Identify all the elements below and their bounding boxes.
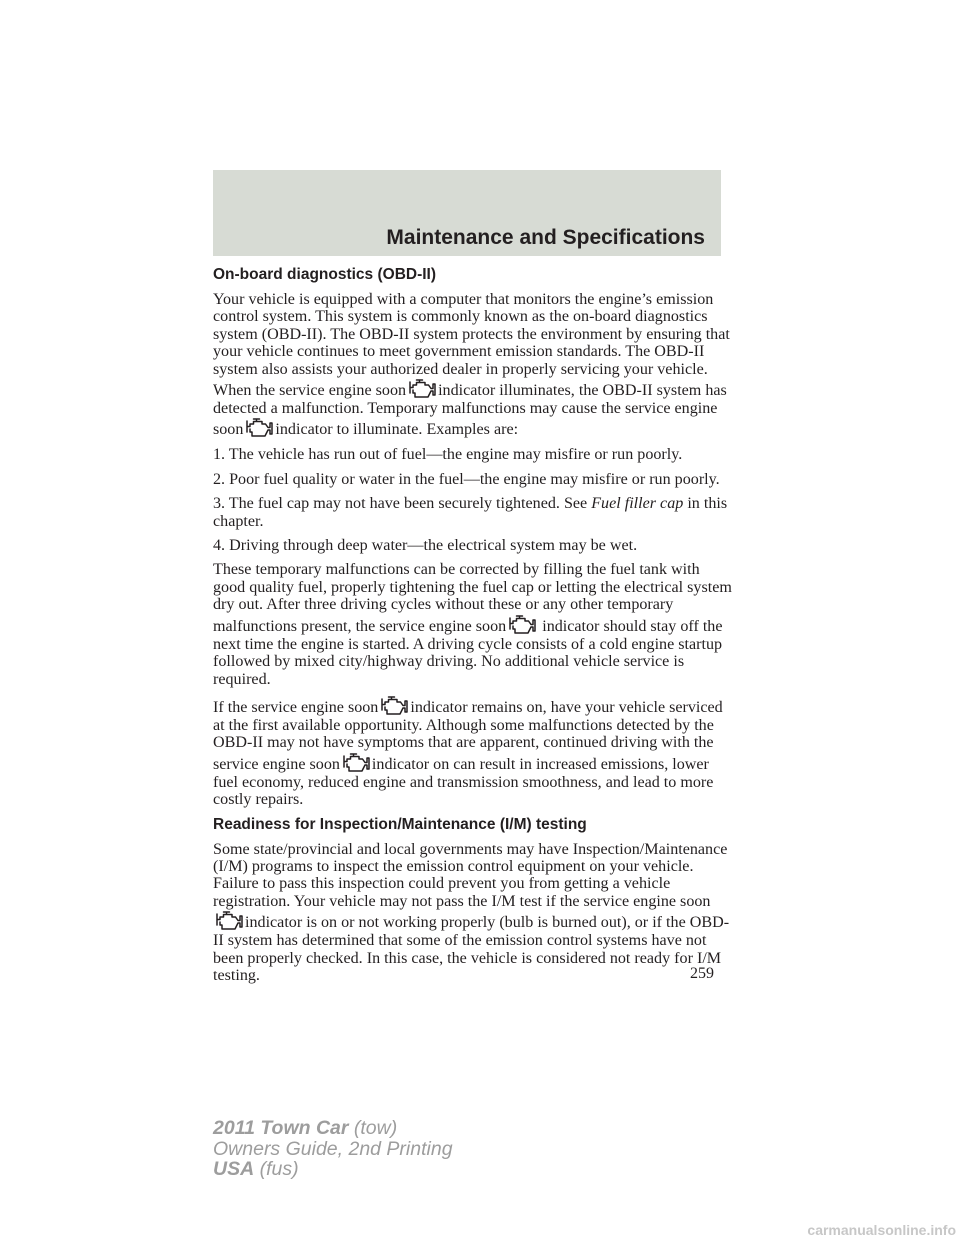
paragraph-indicator-remains-on: If the service engine soon indicator remains on, have your vehicle serviced at the first available opportunity. Although some malfunctions detected by the OBD-II may not have symptoms that are apparent, continued driving with the service engine soon indicator on can result in increased emissions, lower fuel economy, reduced engine and transmission smoothness, and lead to more costly repairs. (213, 695, 733, 809)
fuel-filler-cap-reference: Fuel filler cap (591, 495, 684, 513)
footer-line-model: 2011 Town Car (tow) (213, 1117, 398, 1139)
page-content (213, 266, 733, 991)
footer-line-guide: Owners Guide, 2nd Printing (213, 1137, 453, 1160)
chapter-title: Maintenance and Specifications (386, 226, 705, 249)
chapter-header-band (213, 170, 721, 256)
section-heading-im-testing: Readiness for Inspection/Maintenance (I/M) testing (213, 815, 587, 833)
check-engine-icon (507, 614, 537, 636)
watermark: carmanualsonline.info (807, 1222, 956, 1238)
document-footer (213, 1118, 453, 1180)
check-engine-icon (214, 910, 244, 932)
check-engine-icon (379, 695, 409, 717)
list-item-3: 3. The fuel cap may not have been securely tightened. See Fuel filler cap in this chapter. (213, 495, 728, 530)
check-engine-icon (407, 378, 437, 400)
paragraph-im-programs: Some state/provincial and local governments may have Inspection/Maintenance (I/M) programs to inspect the emission control equipment on your vehicle. Failure to pass this inspection could prevent you from getting a vehicle registration. Your vehicle may not pass the I/M test if the service engine soon indicator is on or not working properly (bulb is burned out), or if the OBD-II system has determined that some of the emission control systems have not been properly checked. In this case, the vehicle is considered not ready for I/M testing. (213, 840, 730, 984)
check-engine-icon (244, 417, 274, 439)
paragraph-temporary-malfunctions: These temporary malfunctions can be corrected by filling the fuel tank with good quality fuel, properly tightening the fuel cap or letting the electrical system dry out. After three driving cycles without these or any other temporary malfunctions present, the service engine soon indicator should stay off the next time the engine is started. A driving cycle consists of a cold engine startup followed by mixed city/highway driving. No additional vehicle service is required. (213, 561, 732, 688)
list-item-2: 2. Poor fuel quality or water in the fuel—the engine may misfire or run poorly. (213, 470, 720, 488)
page-number: 259 (690, 965, 714, 982)
check-engine-icon (341, 752, 371, 774)
section-heading-obd: On-board diagnostics (OBD-II) (213, 266, 437, 283)
footer-line-market: USA (fus) (213, 1158, 299, 1180)
paragraph-obd-intro: Your vehicle is equipped with a computer that monitors the engine’s emission control system. This system is commonly known as the on-board diagnostics system (OBD-II). The OBD-II system protects the environment by ensuring that your vehicle continues to meet government emission standards. The OBD-II system also assists your authorized dealer in properly servicing your vehicle. When the service engine soon indicator illuminates, the OBD-II system has detected a malfunction. Temporary malfunctions may cause the service engine soon indicator to illuminate. Examples are: (213, 291, 730, 439)
list-item-1: 1. The vehicle has run out of fuel—the engine may misfire or run poorly. (213, 446, 683, 464)
list-item-4: 4. Driving through deep water—the electrical system may be wet. (213, 537, 638, 555)
